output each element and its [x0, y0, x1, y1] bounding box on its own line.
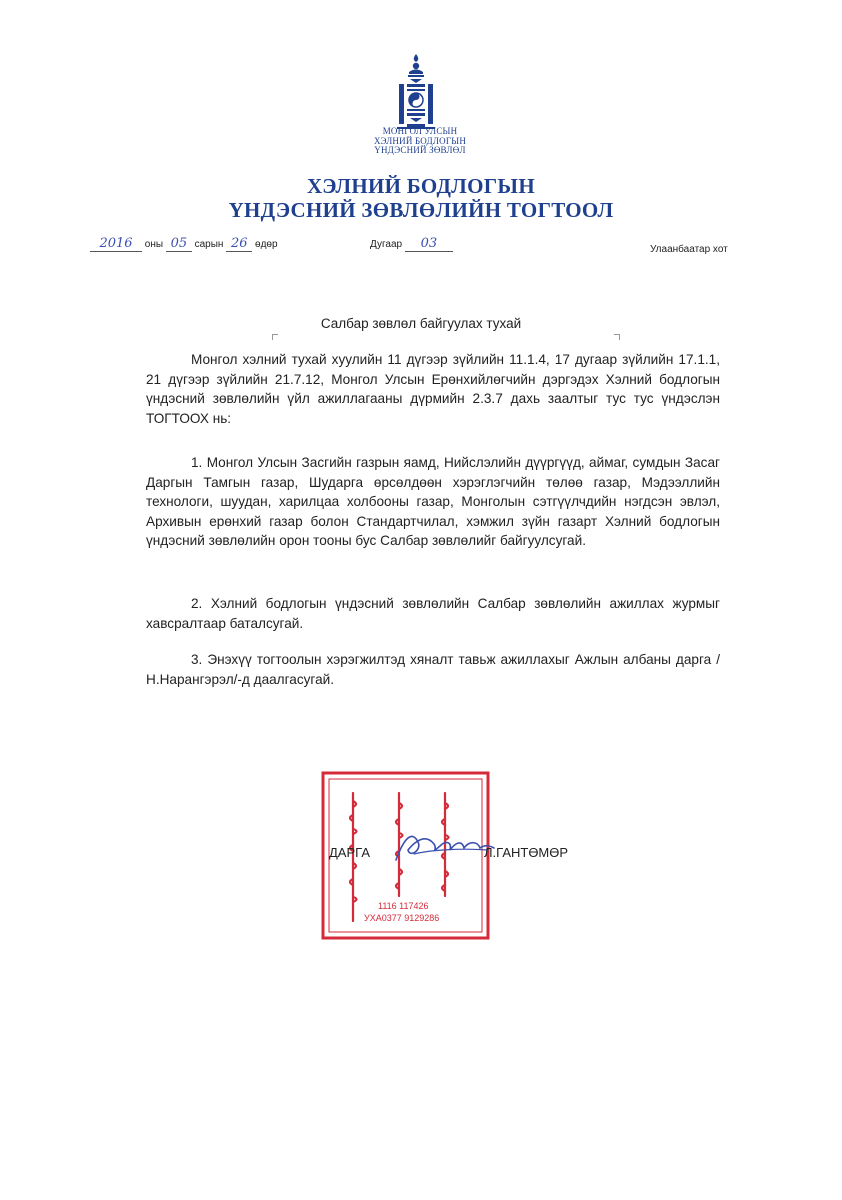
state-emblem-icon — [394, 52, 438, 130]
subject-corner-right — [614, 334, 620, 340]
title-line-2: ҮНДЭСНИЙ ЗӨВЛӨЛИЙН ТОГТООЛ — [228, 198, 614, 222]
year-value: 2016 — [90, 236, 142, 252]
preamble-paragraph: Монгол хэлний тухай хуулийн 11 дүгээр зүйлийн 11.1.4, 17 дугаар зүйлийн 17.1.1, 21 дүгээр зүйлийн 21.7.12, Монгол Улсын Ерөнхийлөгчийн дэргэдэх Хэлний бодлогын үндэсний зөвлөлийн үйл ажиллагааны дүрмийн 2.3.7 дахь заалтыг тус тус үндэслэн ТОГТООХ нь: — [146, 352, 720, 426]
document-title — [100, 174, 742, 222]
year-suffix: оны — [144, 239, 164, 250]
clause-2-paragraph: 2. Хэлний бодлогын үндэсний зөвлөлийн Салбар зөвлөлийн ажиллах журмыг хавсралтаар баталсугай. — [146, 596, 720, 631]
signatory-position: ДАРГА — [329, 845, 370, 860]
seal-line-2: УХА0377 9129286 — [364, 913, 440, 923]
decree-meta — [0, 236, 842, 260]
clause-3-paragraph: 3. Энэхүү тогтоолын хэрэгжилтэд хяналт тавьж ажиллахыг Ажлын албаны дарга /Н.Нарангэрэл/-д даалгасугай. — [146, 652, 720, 687]
month-suffix: сарын — [194, 239, 224, 250]
decree-number — [370, 236, 453, 252]
emblem-caption — [360, 127, 480, 156]
day-suffix: өдөр — [255, 239, 278, 250]
decree-date — [90, 236, 278, 252]
seal-registration — [364, 900, 439, 924]
title-line-1: ХЭЛНИЙ БОДЛОГЫН — [307, 174, 535, 198]
decree-subject: Салбар зөвлөл байгуулах тухай — [320, 316, 522, 331]
city-label: Улаанбаатар хот — [650, 244, 728, 255]
emblem-caption-line: ХЭЛНИЙ БОДЛОГЫН — [373, 135, 467, 146]
emblem-caption-line: МОНГОЛ УЛСЫН — [382, 126, 458, 136]
signatory-name: Л.ГАНТӨМӨР — [484, 845, 569, 860]
day-value: 26 — [226, 236, 252, 252]
emblem-caption-line: ҮНДЭСНИЙ ЗӨВЛӨЛ — [374, 145, 466, 155]
number-value: 03 — [405, 236, 453, 252]
month-value: 05 — [166, 236, 192, 252]
seal-line-1: 1116 117426 — [378, 901, 429, 911]
clause-1-paragraph: 1. Монгол Улсын Засгийн газрын яамд, Нийслэлийн дүүргүүд, аймаг, сумдын Засаг Даргын Тамгын газар, Шударга өрсөлдөөн хэрэглэгчийн төлөө газар, Мэдээллийн технологи, шуудан, харилцаа холбооны газар, Монголын сэтгүүлчдийн нэгдсэн эвлэл, Архивын ерөнхий газар болон Стандартчилал, хэмжил зүйн газарт Хэлний бодлогын үндэсний зөвлөлийн орон тооны бус Салбар зөвлөлийг байгуулсугай. — [146, 455, 720, 548]
number-label: Дугаар — [370, 239, 403, 250]
subject-corner-left — [272, 334, 278, 340]
